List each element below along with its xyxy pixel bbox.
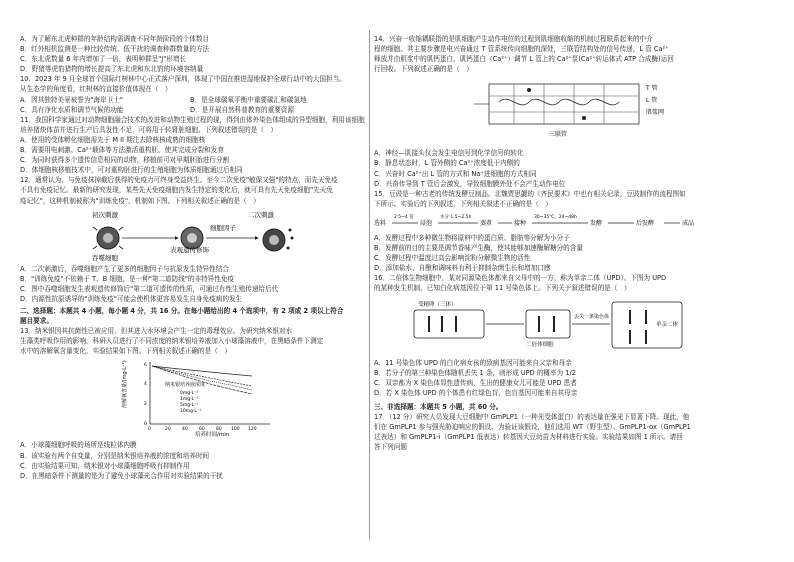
q10-option-a: A．因其独特美景被誉为"海岸卫士" xyxy=(20,95,123,104)
x-tick-20: 20 xyxy=(165,427,171,433)
flow-condition-1: 水分 1.5~2.5h xyxy=(440,214,472,220)
q14-stem-line1: 14．兴奋一收缩耦联指的是肌细胞产生动作电位的过程到肌细胞收缩的机制过程联系起来的中介 xyxy=(374,35,653,43)
q10-options-row1 xyxy=(20,95,365,105)
left-column xyxy=(20,34,365,481)
triad-label: 三联管 xyxy=(549,131,568,139)
x-tick-120: 120 xyxy=(248,427,257,433)
flow-condition-0: 2.5~4 倍 xyxy=(394,214,414,220)
q16-option-a: A．11 号染色体 UPD 的白化病女孩的致病基因可能来自父亲和母亲 xyxy=(374,358,572,367)
q14-stem-line3: 释放并由肌浆中的肌钙蛋白，肌钙蛋白（Ca²⁺）调节 L 管上的 Ca²⁺泵(Ca²⁺转运体式 ATP 合成酶)运回 xyxy=(374,55,674,64)
right-column xyxy=(374,34,726,452)
q13-stem-line2: 生藻类呼吸作用的影响，科研人员进行了不同浓度的纳米银培养液加入小球藻溶液中，在黑暗条件下测定 xyxy=(20,337,324,346)
q11-option-d: D．体细胞核移植技术中，可对重构胚进行的生殖细胞为体质细胞通过后相同 xyxy=(20,166,243,175)
q13-option-b: B．该实验有两个自变量，分别是纳米银培养液的浓度和培养时间 xyxy=(20,451,210,460)
section2-subheading: 题目要求。 xyxy=(20,317,53,326)
q17-stem-line3: 过表达）和 GmPLP1-i（GmPLP1 低表达）转基因大豆幼苗为材料进行实验。实验结果如图 1 所示。请回 xyxy=(374,433,683,442)
q12-option-c: C．图中吞噬细胞发生表观遗传修饰后"第二道可遗传的性质，可通过有性生殖传递给后代 xyxy=(20,284,279,293)
q10-stem-line2: 从生态学的角度看，红树林的直接价值体现在（ ） xyxy=(20,85,172,94)
q15-option-b: B．发酵前的目的主要是调节香味产生酶，使其能够加速酶解糖分的含量 xyxy=(374,244,583,253)
q15-option-a: A．发酵过程中多种微生物将原料中的蛋白质、脂肪等分解为小分子 xyxy=(374,233,570,242)
x-tick-80: 80 xyxy=(216,427,222,433)
chart-legend xyxy=(180,390,201,414)
q9-option-b: B．红外相机监测是一种比较传统、低干扰的调查种群数量的方法 xyxy=(20,45,210,54)
first-stimulus-label: 初次刺激 xyxy=(92,210,118,219)
q14-option-d: D．兴奋传导到 T 管后会激发，导致细胞膜外处不会产生动作电位 xyxy=(374,179,566,188)
q13-chart-figure xyxy=(20,358,365,438)
excitation-contraction-diagram xyxy=(374,76,726,146)
q15-option-c: C．发酵过程中温度过高会影响淀粉分解微生物的活性 xyxy=(374,254,531,263)
q12-option-b: B．"训练免疫"不依赖于 T、B 细胞，是一种"第二道防线"的非特异性免疫 xyxy=(20,274,235,283)
x-tick-40: 40 xyxy=(182,427,188,433)
q12-stem-line3: 疫记忆"，这种机制被称为"训练免疫"，机制如下图。下列相关叙述正确的是（ ） xyxy=(20,196,260,205)
q12-stem-line2: 不具有免疫记忆。最新的研究发现，某些先天免疫细胞内发生特定的变化后，就可具有先天免疫细胞"先天免 xyxy=(20,186,333,195)
chart-xlabel: 培养时间/min xyxy=(195,432,230,439)
q14-option-a: A．神经—肌接头仅会发生电信号到化学信号的转化 xyxy=(374,149,524,158)
q12-stem-line1: 12．通常认为，与免疫抹掉截后获得的免疫力可终身受益终生。至今二次免疫"敏保又强"的特点，而先天免疫 xyxy=(20,176,338,185)
dissolved-oxygen-chart xyxy=(20,358,365,438)
q14-stem-line2: 程的细胞。其主要步骤是电兴奋通过 T 管系统传向细胞的深处，三联管结构处的信号传递，L 管 Ca²⁺ xyxy=(374,45,669,54)
q17-stem-line4: 答下列问题 xyxy=(374,443,407,452)
q16-stem-line1: 16．二倍体生物细胞中，某对同源染色体都来自父母中的一方，称为单亲二体（UPD）。下图为 UPD xyxy=(374,274,667,283)
q13-option-d: D．在黑暗条件下测量的是为了避免小球藻光合作用对实验结果的干扰 xyxy=(20,471,223,480)
q14-option-c: C．兴奋时 Ca²⁺出 L 管的方式和 Na⁺进细胞的方式相同 xyxy=(374,169,537,178)
column-divider xyxy=(369,30,370,540)
chart-legend-title: 纳米银培养液浓度 xyxy=(165,382,206,389)
flow-step-3: 接种 xyxy=(514,219,527,227)
q15-stem-line2: 下所示。实验后的下列叙述，下列相关叙述不正确的是（ ） xyxy=(374,199,553,208)
q16-figure xyxy=(374,296,726,356)
q12-option-d: D．内源性抗原诱导的"训练免疫"可能会使机体更容易发生自身免疫病的发生 xyxy=(20,294,243,303)
normal-cell-label: 二倍体细胞 xyxy=(526,341,554,348)
y-tick-4: 4 xyxy=(144,382,147,388)
q13-option-c: C．由实验结果可知，纳米银对小球藻细胞呼吸有抑制作用 xyxy=(20,461,190,470)
q15-option-d: D．添加盐水、自酿和调味料有利于抑制杂菌生长和增加口感 xyxy=(374,264,551,273)
q15-flowchart xyxy=(374,211,726,231)
q11-stem-line1: 11．我国科学家通过对动物细胞融合技术的改进和动物生殖过程的现，得到由体外染色体组成的异型细胞，利用该细胞 xyxy=(20,115,365,124)
q10-options-row2 xyxy=(20,105,365,115)
series-line-3 xyxy=(152,366,252,397)
q16-stem-line2: 的某种发生机制，已知白化病基因位于第 11 号染色体上。下列关于叙述错误的是（ ） xyxy=(374,284,631,293)
q10-option-c: C．具有净化水质和调节气候的功能 xyxy=(20,105,124,114)
q11-option-b: B．需要用电刺激、Ca²⁺载体等方法激活重构胚，使其完成分裂和发育 xyxy=(20,146,224,155)
legend-item-2: 5mg·L⁻¹ xyxy=(180,403,199,409)
q16-option-d: D．若 X 染色体 UPD 的个体患有红绿色盲，色盲基因可能来自其母亲 xyxy=(374,388,578,397)
x-tick-labels xyxy=(148,426,257,432)
flow-step-6: 成品 xyxy=(682,219,695,227)
q14-stem-line4: 行回收。下列叙述正确的是（ ） xyxy=(374,65,473,74)
section2-heading: 二、选择题：本题共 4 小题，每小题 4 分，共 16 分。在每小题给出的 4 个选项中，有 2 项或 2 项以上符合 xyxy=(20,306,344,315)
q14-figure xyxy=(374,76,726,146)
section3-heading: 三、非选择题：本题共 5 小题，共 60 分。 xyxy=(374,402,503,411)
y-tick-2: 2 xyxy=(144,402,147,408)
flow-step-1: 浸泡 xyxy=(420,219,433,227)
q9-option-c: C．东北虎数量 6 年内增加了一倍，表明种群呈"J"形增长 xyxy=(20,55,187,64)
upd-mechanism-diagram xyxy=(374,296,726,356)
trained-immunity-diagram xyxy=(20,208,365,262)
y-tick-6: 6 xyxy=(144,363,147,369)
series-line-0 xyxy=(152,366,252,376)
q16-option-c: C．双亲都为 X 染色体显性遗传病，生出的健康女儿可能是 UPD 患者 xyxy=(374,378,577,387)
q9-option-d: D．野猪等虎豹猎物的增长提高了东北虎和东北豹的环境容纳量 xyxy=(20,65,204,74)
flow-step-2: 蒸煮 xyxy=(480,219,493,227)
q17-stem-line1: 17．（12 分）研究人员发现大豆细胞中 GmPLP1（一种光受体蛋白）的表达量在强光下显著下降。现此，他 xyxy=(374,412,690,421)
q10-option-d: D．是开展自然科普教育的重要资源 xyxy=(190,105,294,114)
second-stimulus-label: 二次刺激 xyxy=(248,210,274,219)
douchi-process-diagram xyxy=(374,211,726,231)
legend-item-3: 10mg·L⁻¹ xyxy=(180,409,202,415)
flow-condition-2: 30~35℃，24~48h xyxy=(534,214,577,220)
upd-label: 单亲二体 xyxy=(656,321,679,328)
y-tick-labels xyxy=(144,362,147,427)
q17-stem-line2: 们在 GmPLP1 参与强光胁迫响应的假设，为验证该假设，他们选用 WT（野生型）、GmPLP1-ox（GmPLP1 xyxy=(374,423,691,432)
y-tick-0: 0 xyxy=(144,422,147,428)
phagocyte-cell-3 xyxy=(263,228,294,251)
q9-option-a: A．为了解东北虎种群的年龄结构需调查不同年龄阶段的个体数目 xyxy=(20,35,210,43)
flow-step-0: 选料 xyxy=(374,219,387,227)
q16-option-b: B．若分子的第三种染色体随机丢失 1 条，则形成 UPD 的概率为 1/2 xyxy=(374,368,576,377)
q11-option-a: A．使用的受体孵化细胞需先于 M II 期注去除核核成熟的细胞核 xyxy=(20,135,206,144)
q11-stem-line2: 培养猪炔体苗并进行生产后具发性不足，可将用于转肾脏细胞。下列叙述错误的是（ ） xyxy=(20,125,278,134)
l-tubule-label: L 管 xyxy=(646,97,658,105)
q12-figure xyxy=(20,208,365,262)
q13-option-a: A．小球藻细胞呼吸的场所是线粒体内膜 xyxy=(20,441,137,450)
zygote-label: 受精卵（三体） xyxy=(418,301,457,308)
q11-option-c: C．为同时获得多个遗传信息相同的动物，移植前可对早期胚胎进行分割 xyxy=(20,156,230,165)
chart-ylabel: 溶解氧含量/(mg·L⁻¹) xyxy=(122,360,128,409)
phagocyte-cell-1 xyxy=(93,227,123,249)
cytokine-label: 细胞因子 xyxy=(210,223,236,232)
epigenetic-label: 表观遗传修饰 xyxy=(170,245,209,254)
legend-item-0: 0mg·L⁻¹ xyxy=(180,391,199,397)
q13-stem-line1: 13．纳米银因其抗菌性已被应用，但其进入水环境会产生一定的毒理效应。为研究纳米银对水 xyxy=(20,327,293,336)
q15-stem-line1: 15．豆豉是一种古老的传统发酵豆制品。北魏贾思勰的《齐民要术》中也有相关记录。豆豉制作的流程图如 xyxy=(374,189,686,198)
q10-option-b: B．是全球碳氧平衡中重要碳汇和碳氢地 xyxy=(190,95,307,104)
q13-stem-line3: 水中的溶解氧含量变化，实验结果如下图。下列相关叙述正确的是（ ） xyxy=(20,347,231,356)
x-tick-0: 0 xyxy=(148,427,151,433)
legend-item-1: 1mg·L⁻¹ xyxy=(180,397,199,403)
sarcoplasmic-label: 肌浆网 xyxy=(646,109,665,117)
x-tick-100: 100 xyxy=(231,427,240,433)
q10-stem-line1: 10．2023 年 9 月全球首个国际红树林中心正式落户深圳，体现了中国在推进湿地保护全球行动中的大国担当。 xyxy=(20,75,346,84)
t-tubule-label: T 管 xyxy=(646,85,658,93)
q12-option-a: A．二次刺激后，吞噬细胞产生了更多的细胞因子与抗原发生特异性结合 xyxy=(20,264,229,273)
q14-option-b: B．静息状态时，L 管外侧的 Ca²⁺浓度低于内侧的 xyxy=(374,159,520,168)
flow-step-4: 发酵 xyxy=(590,219,603,227)
phagocyte-label: 吞噬细胞 xyxy=(92,253,118,262)
flow-step-5: 后发酵 xyxy=(636,219,655,227)
lose-chromosome-label: 丢失一条染色体 xyxy=(574,313,610,320)
x-tick-60: 60 xyxy=(199,427,205,433)
